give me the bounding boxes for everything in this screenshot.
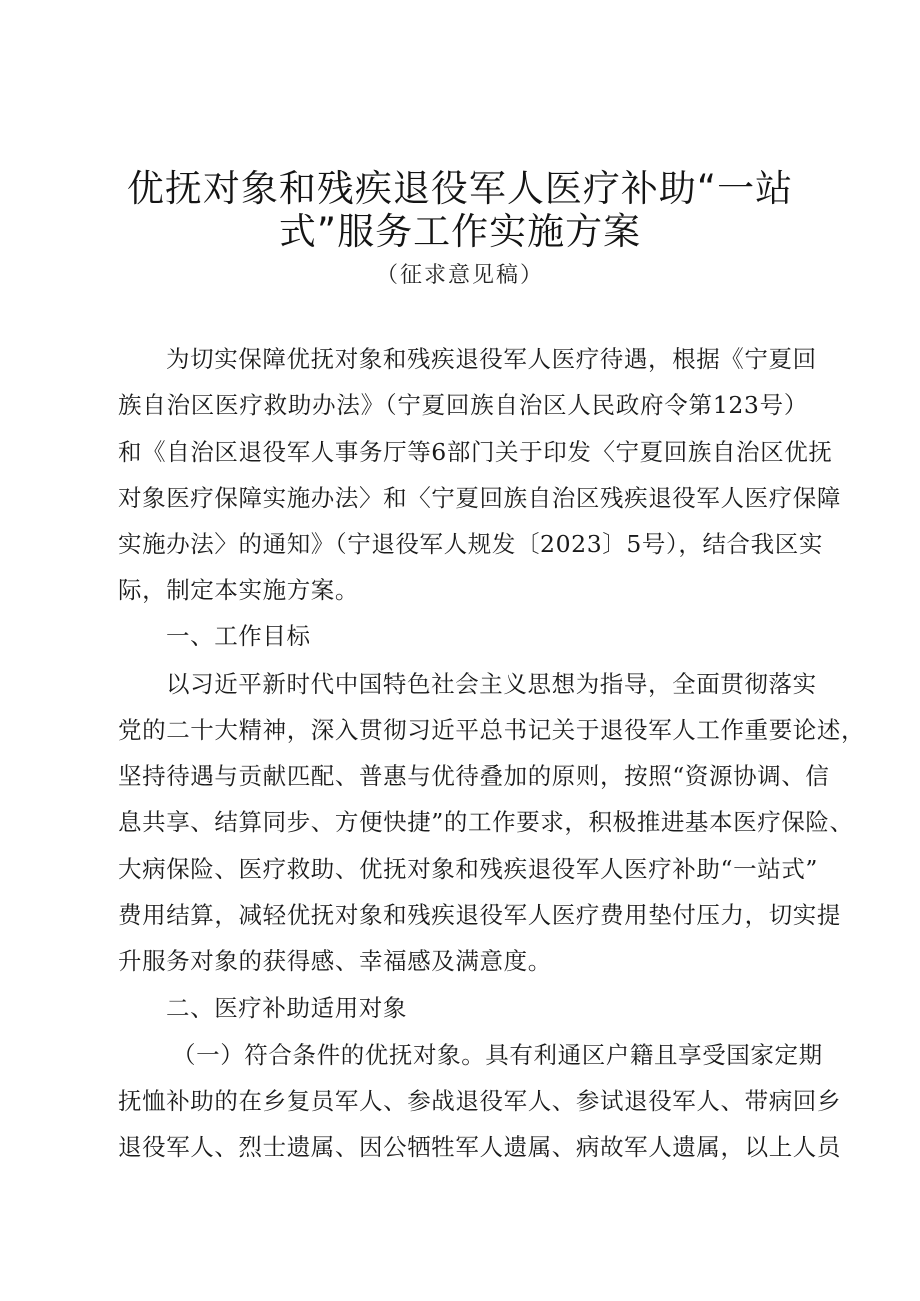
paragraph-line: 息共享、结算同步、方便快捷”的工作要求，积极推进基本医疗保险、 — [118, 808, 854, 836]
section-heading: 一、工作目标 — [166, 622, 311, 650]
paragraph-line: 大病保险、医疗救助、优抚对象和残疾退役军人医疗补助“一站式” — [118, 855, 819, 883]
paragraph-line: 费用结算，减轻优抚对象和残疾退役军人医疗费用垫付压力，切实提 — [118, 901, 841, 929]
paragraph-line: 党的二十大精神，深入贯彻习近平总书记关于退役军人工作重要论述， — [118, 716, 866, 744]
paragraph-line: 际，制定本实施方案。 — [118, 576, 359, 604]
paragraph-line: 坚持待遇与贡献匹配、普惠与优待叠加的原则，按照“资源协调、信 — [118, 762, 830, 790]
paragraph-line: 族自治区医疗救助办法》（宁夏回族自治区人民政府令第123号） — [118, 391, 808, 419]
paragraph-line: 对象医疗保障实施办法〉和〈宁夏回族自治区残疾退役军人医疗保障 — [118, 484, 841, 512]
paragraph-line: 实施办法〉的通知》（宁退役军人规发〔2023〕5号），结合我区实 — [118, 530, 823, 558]
paragraph-line: 和《自治区退役军人事务厅等6部门关于印发〈宁夏回族自治区优抚 — [118, 438, 833, 466]
document-title-line-2: 式”服务工作实施方案 — [278, 210, 642, 253]
paragraph-line: 退役军人、烈士遗属、因公牺牲军人遗属、病故军人遗属，以上人员 — [118, 1133, 841, 1161]
paragraph-line: 为切实保障优抚对象和残疾退役军人医疗待遇，根据《宁夏回 — [166, 345, 817, 373]
section-heading: 二、医疗补助适用对象 — [166, 994, 407, 1022]
paragraph-line: 升服务对象的获得感、幸福感及满意度。 — [118, 947, 552, 975]
document-subtitle: （征求意见稿） — [375, 263, 544, 288]
paragraph-line: （一）符合条件的优抚对象。具有利通区户籍且享受国家定期 — [172, 1041, 823, 1069]
document-title-line-1: 优抚对象和残疾退役军人医疗补助“一站 — [126, 167, 794, 210]
paragraph-line: 抚恤补助的在乡复员军人、参战退役军人、参试退役军人、带病回乡 — [118, 1087, 841, 1115]
paragraph-line: 以习近平新时代中国特色社会主义思想为指导，全面贯彻落实 — [166, 670, 817, 698]
